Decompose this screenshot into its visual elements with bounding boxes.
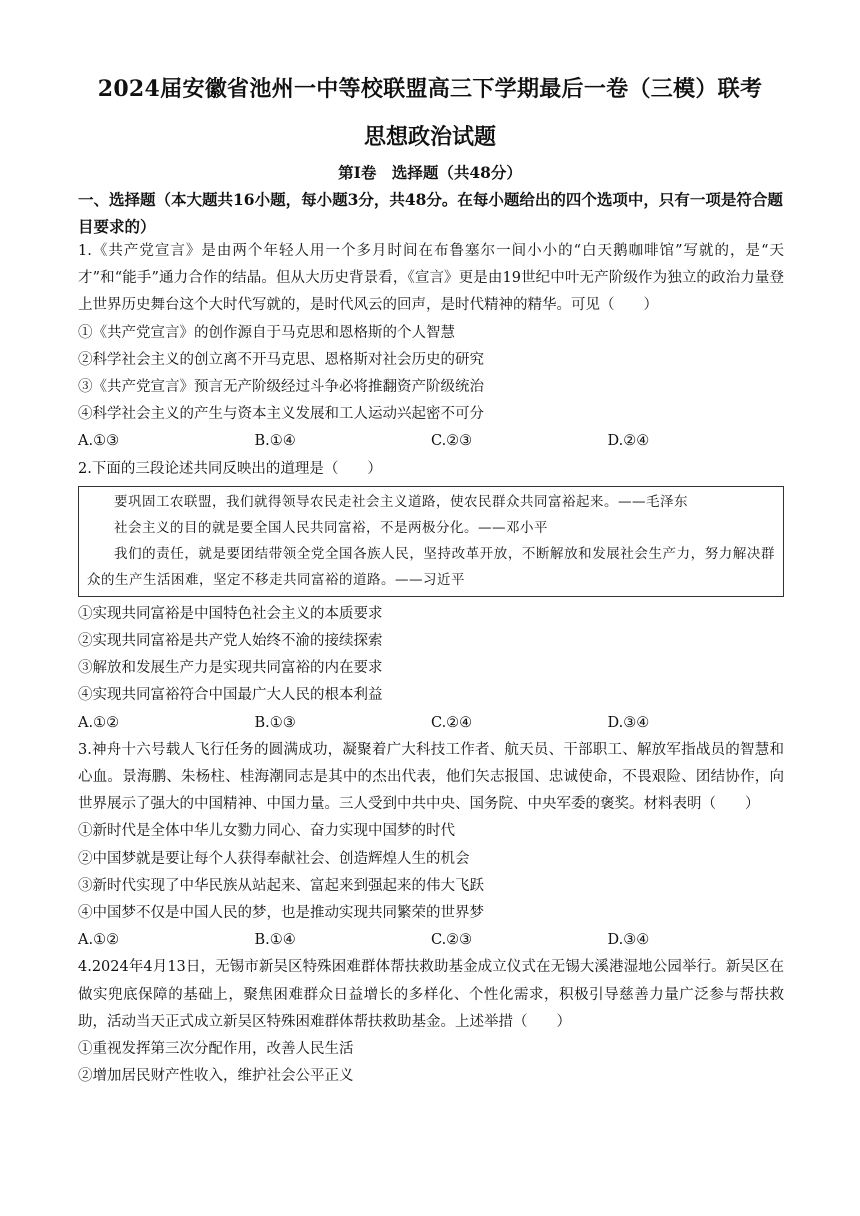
section-heading: 一、选择题（本大题共16小题，每小题3分，共48分。在每小题给出的四个选项中，只有一项是符合题目要求的） <box>78 190 783 236</box>
volume-heading: 第Ⅰ卷 选择题（共48分） <box>338 163 522 182</box>
statement-item: ①新时代是全体中华儿女勠力同心、奋力实现中国梦的时代 <box>78 823 455 840</box>
question-1 <box>78 238 784 456</box>
quote-mao: 要巩固工农联盟，我们就得领导农民走社会主义道路，使农民群众共同富裕起来。——毛泽东 <box>114 493 688 510</box>
statement-item: ②中国梦就是要让每个人获得奉献社会、创造辉煌人生的机会 <box>78 850 470 867</box>
option-d: D.③④ <box>607 714 650 731</box>
quote-box <box>78 486 784 597</box>
question-2 <box>78 456 784 737</box>
statement-item: ④中国梦不仅是中国人民的梦，也是推动实现共同繁荣的世界梦 <box>78 905 484 922</box>
statement-item: ④科学社会主义的产生与资本主义发展和工人运动兴起密不可分 <box>78 406 484 423</box>
option-a: A.①② <box>78 714 120 731</box>
answer-options <box>78 428 784 455</box>
option-a: A.①② <box>78 932 120 949</box>
statement-item: ③《共产党宣言》预言无产阶级经过斗争必将推翻资产阶级统治 <box>78 379 484 396</box>
option-d: D.②④ <box>607 433 650 450</box>
statement-item: ②实现共同富裕是共产党人始终不渝的接续探索 <box>78 633 383 650</box>
exam-title: 2024届安徽省池州一中等校联盟高三下学期最后一卷（三模）联考 <box>97 76 763 102</box>
option-c: C.②③ <box>431 433 473 450</box>
statement-item: ①实现共同富裕是中国特色社会主义的本质要求 <box>78 605 383 622</box>
option-d: D.③④ <box>607 932 650 949</box>
question-stem: 2.下面的三段论述共同反映出的道理是（ ） <box>78 460 382 477</box>
quote-xi: 我们的责任，就是要团结带领全党全国各族人民，坚持改革开放，不断解放和发展社会生产力，努力解决群众的生产生活困难，坚定不移走共同富裕的道路。——习近平 <box>87 545 775 588</box>
option-a: A.①③ <box>78 433 120 450</box>
quote-deng: 社会主义的目的就是要全国人民共同富裕，不是两极分化。——邓小平 <box>114 519 548 536</box>
option-c: C.②④ <box>431 714 473 731</box>
option-b: B.①④ <box>254 932 296 949</box>
question-list <box>78 238 784 1090</box>
question-stem: 1.《共产党宣言》是由两个年轻人用一个多月时间在布鲁塞尔一间小小的“白天鹅咖啡馆”写就的，是“天才”和“能手”通力合作的结晶。但从大历史背景看，《宣言》更是由19世纪中叶无产阶级作为独立的政治力量登上世界历史舞台这个大时代写就的，是时代风云的回声，是时代精神的精华。可见（ ） <box>78 243 784 314</box>
question-stem: 3.神舟十六号载人飞行任务的圆满成功，凝聚着广大科技工作者、航天员、干部职工、解放军指战员的智慧和心血。景海鹏、朱杨柱、桂海潮同志是其中的杰出代表，他们矢志报国、忠诚使命，不畏艰险、团结协作，向世界展示了强大的中国精神、中国力量。三人受到中共中央、国务院、中央军委的褒奖。材料表明（ ） <box>78 741 784 813</box>
statement-item: ②增加居民财产性收入，维护社会公平正义 <box>78 1068 354 1085</box>
statement-item: ①《共产党宣言》的创作源自于马克思和恩格斯的个人智慧 <box>78 324 455 341</box>
statement-item: ①重视发挥第三次分配作用，改善人民生活 <box>78 1041 354 1058</box>
exam-subject-title: 思想政治试题 <box>363 124 496 150</box>
question-stem: 4.2024年4月13日，无锡市新吴区特殊困难群体帮扶救助基金成立仪式在无锡大溪港湿地公园举行。新吴区在做实兜底保障的基础上，聚焦困难群众日益增长的多样化、个性化需求，积极引导慈善力量广泛参与帮扶救助，活动当天正式成立新吴区特殊困难群体帮扶救助基金。上述举措（ ） <box>78 959 784 1030</box>
question-4 <box>78 954 784 1090</box>
option-c: C.②③ <box>431 932 473 949</box>
question-3 <box>78 737 784 955</box>
answer-options <box>78 927 784 954</box>
statement-item: ③解放和发展生产力是实现共同富裕的内在要求 <box>78 660 383 677</box>
answer-options <box>78 710 784 737</box>
statement-item: ②科学社会主义的创立离不开马克思、恩格斯对社会历史的研究 <box>78 351 484 368</box>
option-b: B.①③ <box>254 714 296 731</box>
statement-item: ③新时代实现了中华民族从站起来、富起来到强起来的伟大飞跃 <box>78 877 484 894</box>
statement-item: ④实现共同富裕符合中国最广大人民的根本利益 <box>78 687 383 704</box>
option-b: B.①④ <box>254 433 296 450</box>
